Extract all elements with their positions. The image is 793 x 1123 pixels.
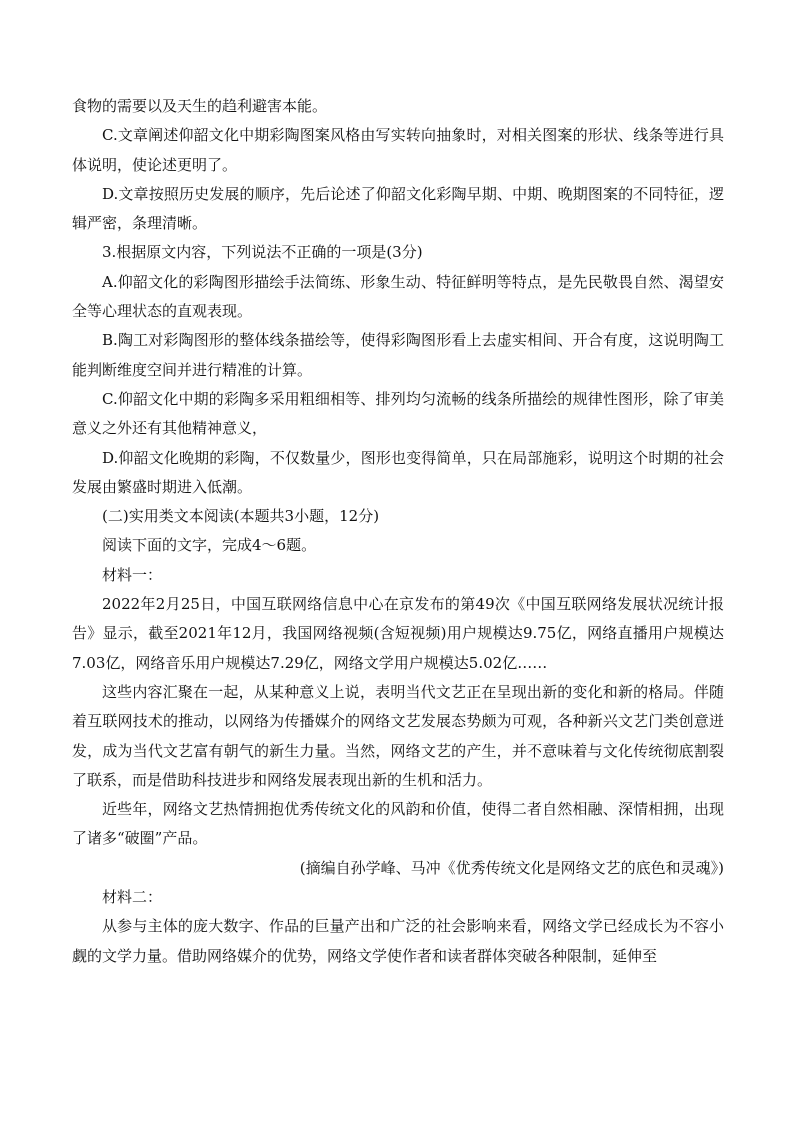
question-3: 3.根据原文内容，下列说法不正确的一项是(3分): [102, 243, 423, 262]
question-3-option-c: C.仰韶文化中期的彩陶多采用粗细相等、排列均匀流畅的线条所描绘的规律性图形，除了审美意义之外还有其他精神意义，: [72, 389, 724, 438]
material-one-paragraph-2: 这些内容汇聚在一起，从某种意义上说，表明当代文艺正在呈现出新的变化和新的格局。伴随着互联网技术的推动，以网络为传播媒介的网络文艺发展态势颇为可观，各种新兴文艺门类创意迸发，成为当代文艺富有朝气的新生力量。当然，网络文艺的产生，并不意味着与文化传统彻底割裂了联系，而是借助科技进步和网络发展表现出新的生机和活力。: [72, 682, 724, 789]
option-d: D.文章按照历史发展的顺序，先后论述了仰韶文化彩陶早期、中期、晚期图案的不同特征，逻辑严密，条理清晰。: [72, 184, 724, 233]
material-one-source: (摘编自孙学峰、马冲《优秀传统文化是网络文艺的底色和灵魂》): [299, 858, 724, 877]
material-two-paragraph-1: 从参与主体的庞大数字、作品的巨量产出和广泛的社会影响来看，网络文学已经成长为不容小觑的文学力量。借助网络媒介的优势，网络文学使作者和读者群体突破各种限制，延伸至: [72, 917, 724, 965]
material-one-heading: 材料一：: [102, 565, 163, 584]
material-one-paragraph-3: 近些年，网络文艺热情拥抱优秀传统文化的风韵和价值，使得二者自然相融、深情相拥，出现了诸多“破圈”产品。: [72, 800, 724, 848]
reading-instruction: 阅读下面的文字，完成4～6题。: [102, 536, 317, 555]
document-body: [72, 92, 724, 971]
section-heading: (二)实用类文本阅读(本题共3小题，12分): [102, 507, 380, 526]
material-two-heading: 材料二：: [102, 888, 163, 907]
question-3-option-d: D.仰韶文化晚期的彩陶，不仅数量少，图形也变得简单，只在局部施彩，说明这个时期的社会发展由繁盛时期进入低潮。: [72, 448, 724, 496]
question-3-option-a: A.仰韶文化的彩陶图形描绘手法简练、形象生动、特征鲜明等特点，是先民敬畏自然、渴望安全等心理状态的直观表现。: [72, 272, 724, 321]
paragraph-continued: 食物的需要以及天生的趋利避害本能。: [72, 97, 328, 115]
option-c: C.文章阐述仰韶文化中期彩陶图案风格由写实转向抽象时，对相关图案的形状、线条等进行具体说明，使论述更明了。: [72, 126, 724, 174]
material-one-paragraph-1: 2022年2月25日，中国互联网络信息中心在京发布的第49次《中国互联网络发展状况统计报告》显示，截至2021年12月，我国网络视频(含短视频)用户规模达9.75亿，网络直播用户规模达7.03亿，网络音乐用户规模达7.29亿，网络文学用户规模达5.02亿……: [72, 595, 724, 672]
question-3-option-b: B.陶工对彩陶图形的整体线条描绘等，使得彩陶图形看上去虚实相间、开合有度，这说明陶工能判断维度空间并进行精准的计算。: [72, 331, 724, 379]
